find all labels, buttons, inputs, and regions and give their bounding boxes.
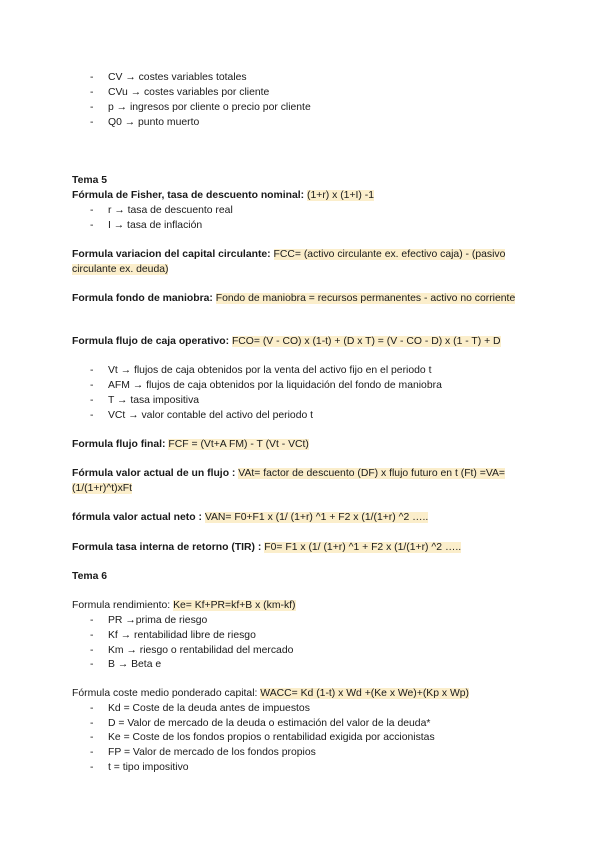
list-item: - CV → costes variables totales — [90, 72, 247, 83]
list-item: - I → tasa de inflación — [90, 220, 203, 231]
wacc-formula: Fórmula coste medio ponderado capital: WACC= Kd (1-t) x Wd +(Ke x We)+(Kp x Wp) — [72, 688, 470, 699]
list-item: - r → tasa de descuento real — [90, 205, 233, 216]
fisher-formula: Fórmula de Fisher, tasa de descuento nominal: (1+r) x (1+I) -1 — [72, 190, 374, 201]
list-item: - CVu → costes variables por cliente — [90, 87, 270, 98]
list-item: - Vt → flujos de caja obtenidos por la venta del activo fijo en el periodo t — [90, 365, 432, 376]
rendimiento-formula: Formula rendimiento: Ke= Kf+PR=kf+B x (km-kf) — [72, 600, 296, 611]
flujo-operativo-formula: Formula flujo de caja operativo: FCO= (V - CO) x (1-t) + (D x T) = (V - CO - D) x (1 - T) + D — [72, 336, 501, 347]
list-item: - Ke = Coste de los fondos propios o rentabilidad exigida por accionistas — [90, 732, 435, 743]
list-item: - t = tipo impositivo — [90, 762, 189, 773]
van-formula: fórmula valor actual neto : VAN= F0+F1 x (1/ (1+r) ^1 + F2 x (1/(1+r) ^2 ….. — [72, 512, 429, 523]
section-heading: Tema 6 — [72, 571, 108, 582]
fondo-maniobra-formula: Formula fondo de maniobra: Fondo de maniobra = recursos permanentes - activo no corriente — [72, 293, 516, 304]
list-item: - FP = Valor de mercado de los fondos propios — [90, 747, 316, 758]
capital-circulante-formula: Formula variacion del capital circulante: FCC= (activo circulante ex. efectivo caja) - (pasivo circulante ex. deuda) — [72, 249, 506, 275]
list-item: - B → Beta e — [90, 659, 162, 670]
section-heading: Tema 5 — [72, 175, 108, 186]
list-item: - AFM → flujos de caja obtenidos por la liquidación del fondo de maniobra — [90, 380, 442, 391]
flujo-final-formula: Formula flujo final: FCF = (Vt+A FM) - T (Vt - VCt) — [72, 439, 309, 450]
tir-formula: Formula tasa interna de retorno (TIR) : F0= F1 x (1/ (1+r) ^1 + F2 x (1/(1+r) ^2 ….. — [72, 542, 462, 553]
list-item: - PR →prima de riesgo — [90, 615, 208, 626]
list-item: - p → ingresos por cliente o precio por cliente — [90, 102, 311, 113]
list-item: - Kf → rentabilidad libre de riesgo — [90, 630, 256, 641]
valor-actual-formula: Fórmula valor actual de un flujo : VAt= factor de descuento (DF) x flujo futuro en t (Ft) =VA=(1/(1+r)^t)xFt — [72, 468, 505, 494]
list-item: - T → tasa impositiva — [90, 395, 200, 406]
list-item: - VCt → valor contable del activo del periodo t — [90, 410, 314, 421]
list-item: - Kd = Coste de la deuda antes de impuestos — [90, 703, 310, 714]
list-item: - D = Valor de mercado de la deuda o estimación del valor de la deuda* — [90, 718, 431, 729]
list-item: - Q0 → punto muerto — [90, 117, 200, 128]
list-item: - Km → riesgo o rentabilidad del mercado — [90, 645, 294, 656]
